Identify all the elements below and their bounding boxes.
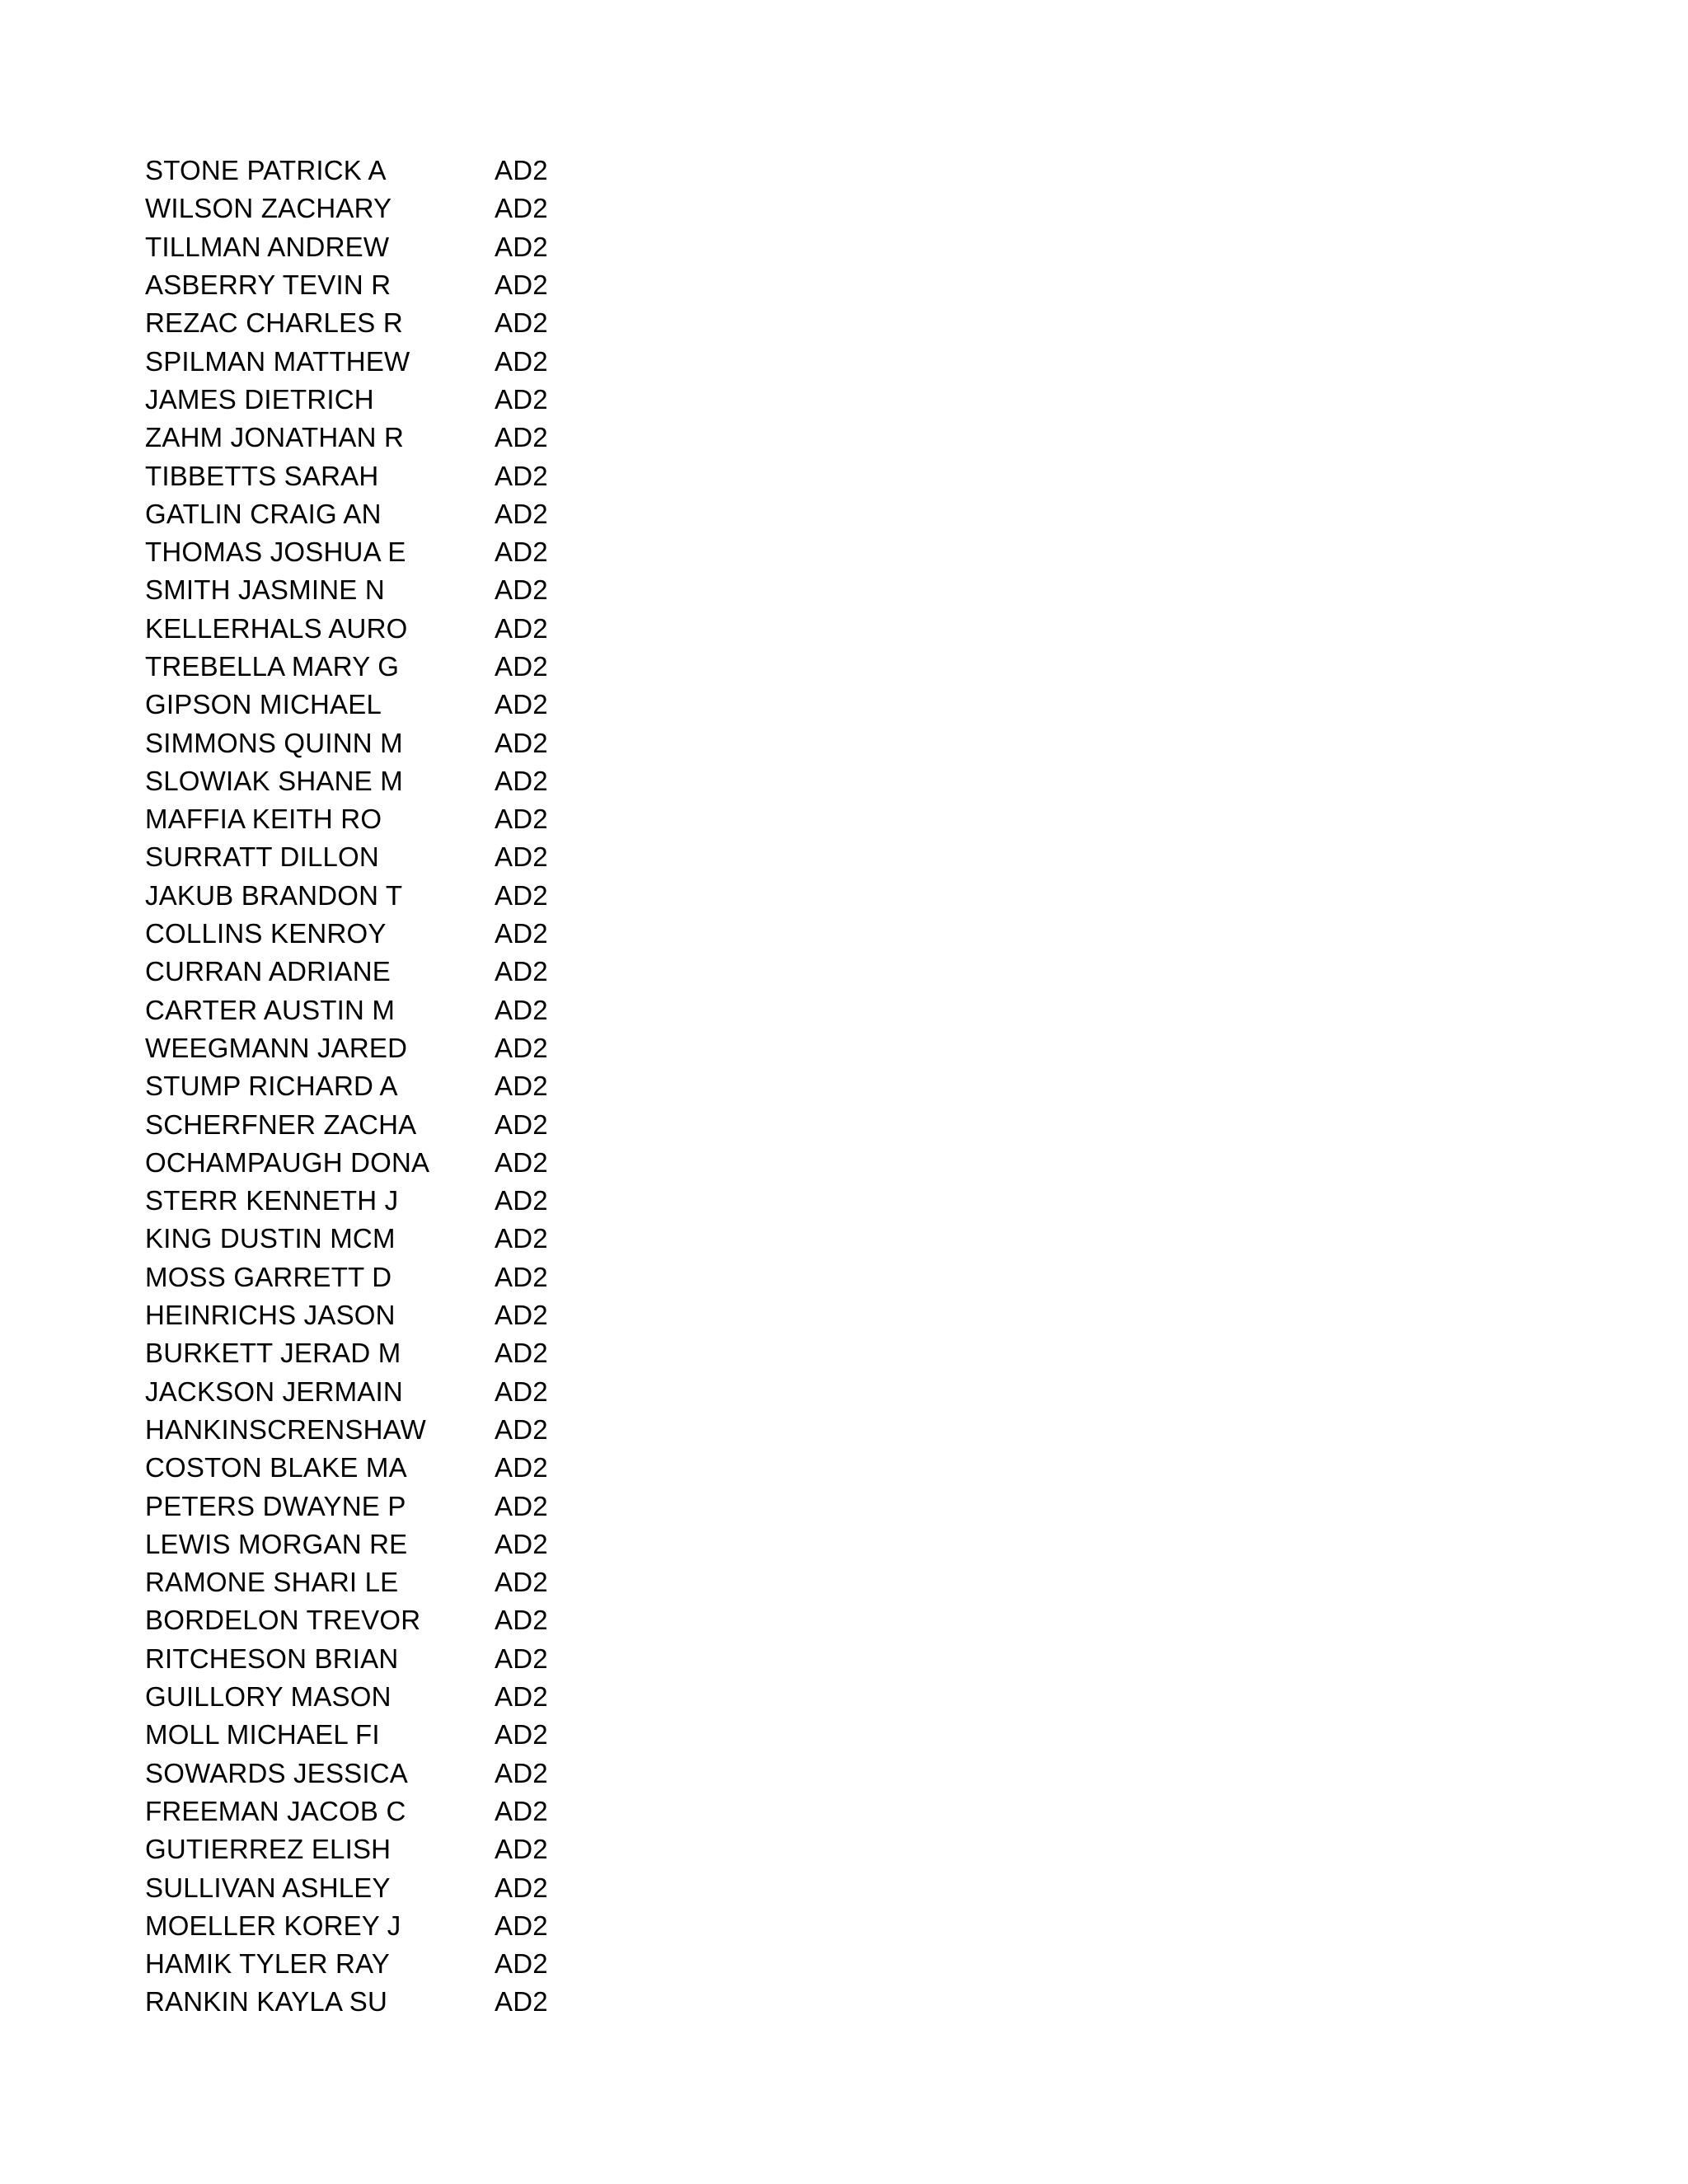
roster-name: RITCHESON BRIAN [145,1643,399,1674]
roster-list [145,152,887,2022]
roster-row [145,228,887,266]
roster-code: AD2 [495,498,548,529]
roster-code: AD2 [495,1834,548,1865]
roster-row [145,1220,887,1258]
roster-name: SMITH JASMINE N [145,574,385,606]
roster-name: GUILLORY MASON [145,1681,392,1713]
roster-code: AD2 [495,1490,548,1521]
roster-name: COLLINS KENROY [145,918,387,949]
roster-code: AD2 [495,1223,548,1254]
roster-row [145,1373,887,1411]
roster-name: SURRATT DILLON [145,841,379,873]
roster-name: PETERS DWAYNE P [145,1490,406,1521]
roster-code: AD2 [495,1071,548,1102]
roster-code: AD2 [495,345,548,377]
roster-code: AD2 [495,1338,548,1369]
roster-row [145,1182,887,1220]
roster-code: AD2 [495,155,548,186]
roster-name: WEEGMANN JARED [145,1032,408,1063]
roster-code: AD2 [495,537,548,568]
roster-code: AD2 [495,460,548,491]
roster-code: AD2 [495,1605,548,1636]
roster-name: FREEMAN JACOB C [145,1795,406,1826]
roster-code: AD2 [495,1032,548,1063]
roster-name: CARTER AUSTIN M [145,994,396,1025]
roster-code: AD2 [495,269,548,301]
roster-code: AD2 [495,804,548,835]
roster-name: ZAHM JONATHAN R [145,422,405,453]
roster-row [145,152,887,190]
roster-code: AD2 [495,651,548,682]
roster-code: AD2 [495,1146,548,1178]
roster-name: RANKIN KAYLA SU [145,1986,387,2018]
roster-name: SULLIVAN ASHLEY [145,1872,391,1903]
roster-name: JAKUB BRANDON T [145,879,403,911]
roster-row [145,953,887,991]
roster-name: JACKSON JERMAIN [145,1376,403,1407]
roster-name: ASBERRY TEVIN R [145,269,392,301]
roster-name: KING DUSTIN MCM [145,1223,396,1254]
roster-row [145,1678,887,1716]
roster-name: HANKINSCRENSHAW [145,1413,426,1445]
roster-code: AD2 [495,383,548,415]
roster-row [145,1487,887,1525]
roster-code: AD2 [495,841,548,873]
roster-code: AD2 [495,765,548,796]
roster-name: LEWIS MORGAN RE [145,1528,408,1559]
roster-name: KELLERHALS AURO [145,612,408,644]
roster-row [145,1105,887,1143]
roster-code: AD2 [495,1643,548,1674]
roster-row [145,1258,887,1296]
roster-name: WILSON ZACHARY [145,193,392,224]
roster-row [145,1907,887,1945]
roster-row [145,686,887,724]
roster-code: AD2 [495,1528,548,1559]
roster-row [145,877,887,915]
roster-code: AD2 [495,1261,548,1292]
roster-code: AD2 [495,1300,548,1331]
roster-row [145,457,887,494]
roster-row [145,304,887,342]
roster-name: SIMMONS QUINN M [145,727,403,758]
roster-code: AD2 [495,956,548,987]
roster-row [145,190,887,227]
roster-name: TREBELLA MARY G [145,651,400,682]
roster-code: AD2 [495,1948,548,1980]
roster-name: STUMP RICHARD A [145,1071,398,1102]
roster-row [145,610,887,648]
roster-name: BURKETT JERAD M [145,1338,401,1369]
roster-row [145,838,887,876]
roster-code: AD2 [495,1910,548,1941]
roster-name: HAMIK TYLER RAY [145,1948,391,1980]
roster-row [145,1334,887,1372]
roster-code: AD2 [495,1376,548,1407]
roster-name: TILLMAN ANDREW [145,231,390,262]
roster-row [145,1868,887,1906]
roster-row [145,495,887,533]
roster-row [145,1296,887,1334]
roster-code: AD2 [495,727,548,758]
roster-row [145,724,887,762]
roster-code: AD2 [495,1185,548,1216]
roster-row [145,266,887,304]
roster-row [145,1945,887,1983]
roster-code: AD2 [495,1719,548,1750]
roster-row [145,419,887,457]
roster-name: BORDELON TREVOR [145,1605,421,1636]
roster-name: STERR KENNETH J [145,1185,399,1216]
roster-code: AD2 [495,307,548,339]
roster-row [145,1716,887,1754]
roster-name: THOMAS JOSHUA E [145,537,406,568]
roster-code: AD2 [495,193,548,224]
roster-code: AD2 [495,1681,548,1713]
roster-code: AD2 [495,231,548,262]
roster-row [145,1067,887,1105]
roster-name: GIPSON MICHAEL [145,689,382,720]
roster-name: SCHERFNER ZACHA [145,1108,417,1140]
roster-row [145,1029,887,1067]
roster-code: AD2 [495,1413,548,1445]
roster-code: AD2 [495,1567,548,1598]
roster-name: MAFFIA KEITH RO [145,804,382,835]
roster-code: AD2 [495,612,548,644]
roster-code: AD2 [495,1757,548,1788]
roster-code: AD2 [495,1795,548,1826]
roster-name: TIBBETTS SARAH [145,460,379,491]
roster-name: SLOWIAK SHANE M [145,765,403,796]
roster-name: JAMES DIETRICH [145,383,374,415]
roster-code: AD2 [495,1872,548,1903]
roster-code: AD2 [495,1452,548,1483]
roster-name: COSTON BLAKE MA [145,1452,407,1483]
roster-row [145,571,887,609]
roster-name: OCHAMPAUGH DONA [145,1146,430,1178]
roster-row [145,800,887,838]
roster-name: SPILMAN MATTHEW [145,345,410,377]
roster-row [145,1754,887,1792]
roster-row [145,1144,887,1182]
roster-name: GUTIERREZ ELISH [145,1834,392,1865]
roster-row [145,533,887,571]
roster-name: MOSS GARRETT D [145,1261,392,1292]
roster-row [145,1830,887,1868]
roster-name: SOWARDS JESSICA [145,1757,408,1788]
roster-row [145,342,887,380]
roster-row [145,1983,887,2021]
roster-code: AD2 [495,689,548,720]
roster-name: MOELLER KOREY J [145,1910,401,1941]
roster-row [145,381,887,419]
roster-name: REZAC CHARLES R [145,307,403,339]
roster-name: STONE PATRICK A [145,155,387,186]
roster-row [145,1411,887,1449]
roster-name: GATLIN CRAIG AN [145,498,382,529]
roster-row [145,648,887,686]
roster-code: AD2 [495,1108,548,1140]
roster-row [145,1793,887,1830]
roster-code: AD2 [495,422,548,453]
roster-row [145,1449,887,1487]
roster-row [145,762,887,800]
roster-name: RAMONE SHARI LE [145,1567,399,1598]
roster-code: AD2 [495,918,548,949]
roster-code: AD2 [495,994,548,1025]
roster-row [145,1563,887,1601]
roster-row [145,915,887,953]
roster-row [145,1526,887,1563]
roster-row [145,1640,887,1678]
roster-name: HEINRICHS JASON [145,1300,396,1331]
roster-name: MOLL MICHAEL FI [145,1719,380,1750]
roster-row [145,991,887,1029]
roster-code: AD2 [495,1986,548,2018]
roster-name: CURRAN ADRIANE [145,956,392,987]
roster-code: AD2 [495,574,548,606]
roster-code: AD2 [495,879,548,911]
roster-row [145,1601,887,1639]
